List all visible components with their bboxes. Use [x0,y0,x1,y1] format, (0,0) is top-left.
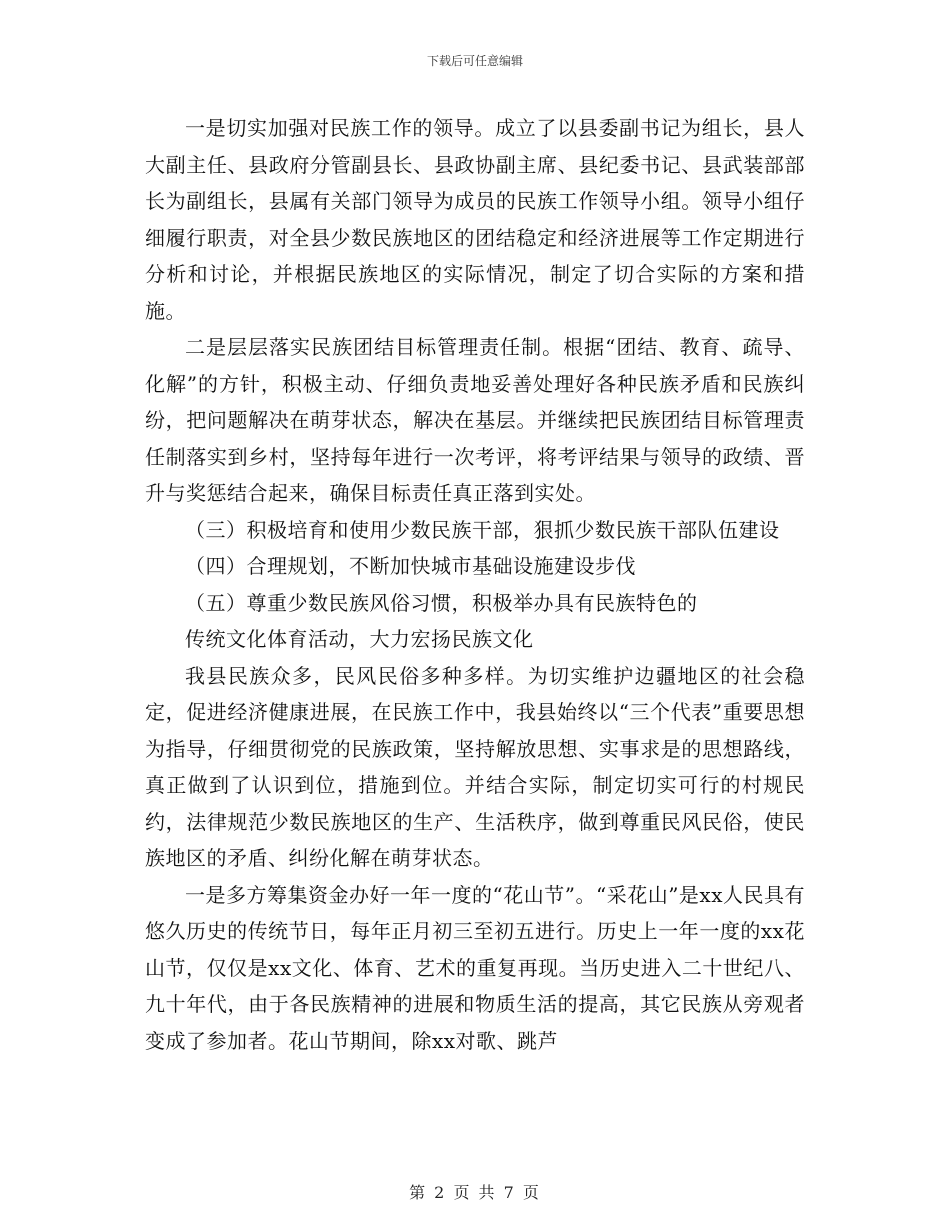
paragraph-leadership: 一是切实加强对民族工作的领导。成立了以县委副书记为组长，县人大副主任、县政府分管副县长、县政协副主席、县纪委书记、县武装部部长为副组长，县属有关部门领导为成员的民族工作领导小组。领导小组仔细履行职责，对全县少数民族地区的团结稳定和经济进展等工作定期进行分析和讨论，并根据民族地区的实际情况，制定了切合实际的方案和措施。 [145,116,805,323]
paragraph-customs: 我县民族众多，民风民俗多种多样。为切实维护边疆地区的社会稳定，促进经济健康进展，在民族工作中，我县始终以“三个代表”重要思想为指导，仔细贯彻党的民族政策，坚持解放思想、实事求是的思想路线，真正做到了认识到位，措施到位。并结合实际，制定切实可行的村规民约，法律规范少数民族地区的生产、生活秩序，做到尊重民风民俗，使民族地区的矛盾、纠纷化解在萌芽状态。 [145,663,805,870]
page-header: 下载后可任意编辑 [426,54,523,68]
paragraph-flower-mountain-festival: 一是多方筹集资金办好一年一度的“花山节”。“采花山”是xx人民具有悠久历史的传统节日，每年正月初三至初五进行。历史上一年一度的xx花山节，仅仅是xx文化、体育、艺术的重复再现。当历史进入二十世纪八、九十年代，由于各民族精神的进展和物质生活的提高，其它民族从旁观者变成了参加者。花山节期间，除xx对歌、跳芦 [145,882,805,1053]
section-heading-5-continued: 传统文化体育活动，大力宏扬民族文化 [185,627,534,651]
section-heading-4: （四）合理规划，不断加快城市基础设施建设步伐 [185,554,636,578]
section-heading-3: （三）积极培育和使用少数民族干部，狠抓少数民族干部队伍建设 [185,517,780,542]
paragraph-responsibility: 二是层层落实民族团结目标管理责任制。根据“团结、教育、疏导、化解”的方针，积极主动、仔细负责地妥善处理好各种民族矛盾和民族纠纷，把问题解决在萌芽状态，解决在基层。并继续把民族团结目标管理责任制落实到乡村，坚持每年进行一次考评，将考评结果与领导的政绩、晋升与奖惩结合起来，确保目标责任真正落到实处。 [145,335,805,505]
document-body [145,110,805,1059]
page-footer: 第 2 页 共 7 页 [409,1183,541,1202]
section-heading-5: （五）尊重少数民族风俗习惯，积极举办具有民族特色的 [185,590,698,615]
